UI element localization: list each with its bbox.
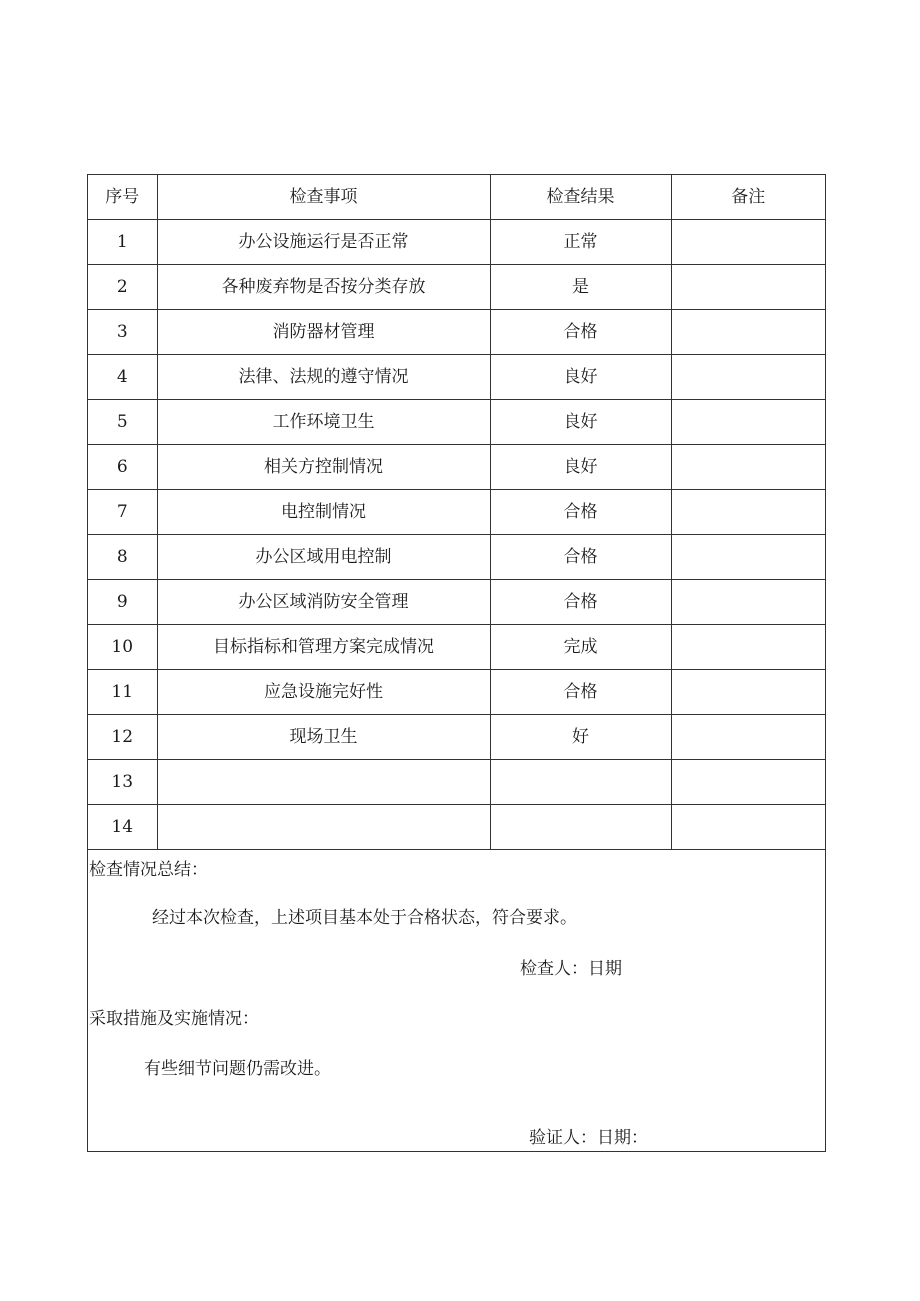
row-result-cell: 良好	[490, 400, 671, 445]
row-note-cell	[671, 400, 825, 445]
header-no: 序号	[88, 175, 157, 220]
row-number-cell: 14	[88, 805, 157, 850]
row-number-cell: 1	[88, 220, 157, 265]
row-result-cell: 合格	[490, 670, 671, 715]
table-row	[88, 400, 825, 445]
row-number-cell: 4	[88, 355, 157, 400]
table-row	[88, 535, 825, 580]
row-result-cell: 完成	[490, 625, 671, 670]
row-result-cell: 良好	[490, 445, 671, 490]
row-item-cell	[157, 805, 490, 850]
table-row	[88, 670, 825, 715]
row-item-cell: 电控制情况	[157, 490, 490, 535]
row-result-cell: 合格	[490, 490, 671, 535]
table-row	[88, 445, 825, 490]
row-note-cell	[671, 805, 825, 850]
row-note-cell	[671, 580, 825, 625]
inspection-table	[88, 175, 825, 850]
row-note-cell	[671, 220, 825, 265]
row-number-cell: 12	[88, 715, 157, 760]
summary-section	[88, 850, 825, 1151]
table-row	[88, 715, 825, 760]
row-number-cell: 9	[88, 580, 157, 625]
row-item-cell: 工作环境卫生	[157, 400, 490, 445]
table-row	[88, 490, 825, 535]
row-item-cell: 目标指标和管理方案完成情况	[157, 625, 490, 670]
row-result-cell: 合格	[490, 535, 671, 580]
row-note-cell	[671, 715, 825, 760]
row-number-cell: 2	[88, 265, 157, 310]
row-result-cell: 好	[490, 715, 671, 760]
row-note-cell	[671, 265, 825, 310]
header-note: 备注	[671, 175, 825, 220]
row-number-cell: 7	[88, 490, 157, 535]
row-number-cell: 8	[88, 535, 157, 580]
header-result: 检查结果	[490, 175, 671, 220]
row-result-cell: 合格	[490, 310, 671, 355]
checker-signature-line: 检查人：日期	[520, 959, 622, 979]
row-result-cell: 是	[490, 265, 671, 310]
row-result-cell: 正常	[490, 220, 671, 265]
table-row	[88, 310, 825, 355]
row-item-cell: 办公设施运行是否正常	[157, 220, 490, 265]
row-item-cell: 应急设施完好性	[157, 670, 490, 715]
summary-heading: 检查情况总结：	[89, 860, 208, 880]
measures-heading: 采取措施及实施情况：	[89, 1009, 259, 1029]
header-item: 检查事项	[157, 175, 490, 220]
table-row	[88, 805, 825, 850]
row-note-cell	[671, 490, 825, 535]
row-item-cell	[157, 760, 490, 805]
table-row	[88, 580, 825, 625]
table-row	[88, 220, 825, 265]
row-number-cell: 6	[88, 445, 157, 490]
row-result-cell	[490, 760, 671, 805]
row-result-cell: 良好	[490, 355, 671, 400]
verifier-signature-line: 验证人：日期：	[529, 1128, 648, 1148]
row-result-cell	[490, 805, 671, 850]
row-note-cell	[671, 310, 825, 355]
inspection-form	[87, 174, 826, 1152]
row-number-cell: 13	[88, 760, 157, 805]
row-number-cell: 10	[88, 625, 157, 670]
row-note-cell	[671, 355, 825, 400]
row-item-cell: 现场卫生	[157, 715, 490, 760]
row-note-cell	[671, 670, 825, 715]
row-item-cell: 法律、法规的遵守情况	[157, 355, 490, 400]
row-note-cell	[671, 445, 825, 490]
measures-text: 有些细节问题仍需改进。	[144, 1059, 331, 1079]
row-item-cell: 办公区域用电控制	[157, 535, 490, 580]
row-number-cell: 3	[88, 310, 157, 355]
table-body	[88, 220, 825, 850]
row-number-cell: 5	[88, 400, 157, 445]
summary-text: 经过本次检查，上述项目基本处于合格状态，符合要求。	[152, 908, 577, 928]
table-row	[88, 760, 825, 805]
row-item-cell: 办公区域消防安全管理	[157, 580, 490, 625]
row-item-cell: 消防器材管理	[157, 310, 490, 355]
row-note-cell	[671, 760, 825, 805]
row-note-cell	[671, 535, 825, 580]
table-row	[88, 265, 825, 310]
table-header-row	[88, 175, 825, 220]
table-row	[88, 625, 825, 670]
row-item-cell: 相关方控制情况	[157, 445, 490, 490]
row-result-cell: 合格	[490, 580, 671, 625]
table-row	[88, 355, 825, 400]
row-number-cell: 11	[88, 670, 157, 715]
row-item-cell: 各种废弃物是否按分类存放	[157, 265, 490, 310]
row-note-cell	[671, 625, 825, 670]
